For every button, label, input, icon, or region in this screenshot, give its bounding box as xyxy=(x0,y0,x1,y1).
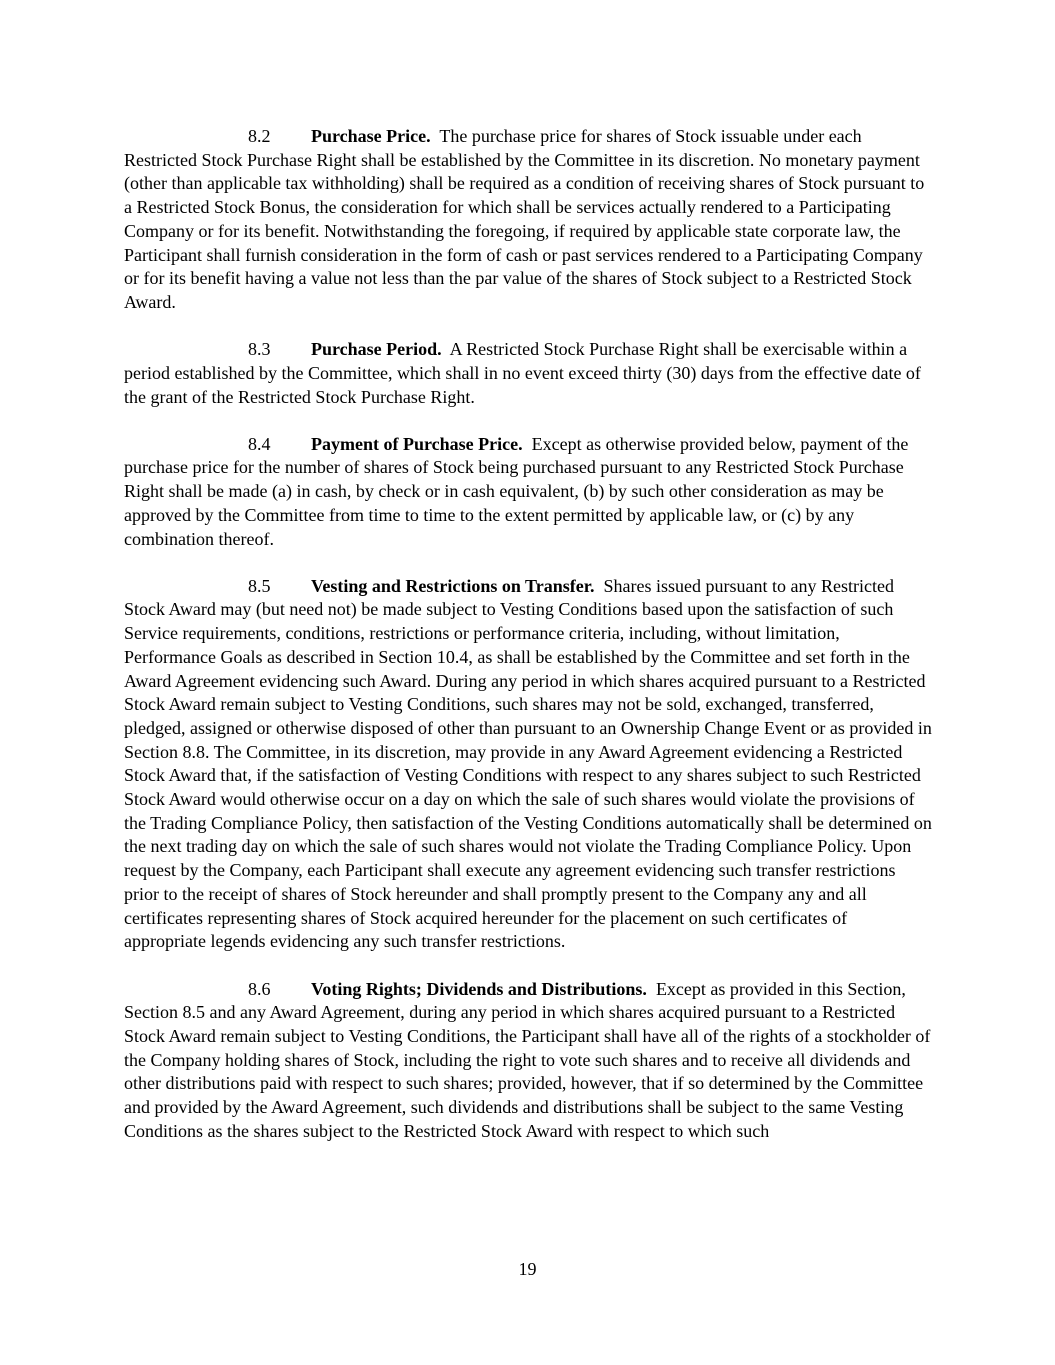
section-8-3 xyxy=(124,338,932,409)
page-number: 19 xyxy=(518,1259,537,1279)
section-text: A Restricted Stock Purchase Right shall be exercisable within a period established by the Committee, which shall in no event exceed thirty (30) days from the effective date of the grant of the Restricted Stock Purchase Right. xyxy=(124,339,921,407)
section-heading: Vesting and Restrictions on Transfer. xyxy=(311,575,595,596)
section-heading: Voting Rights; Dividends and Distributions. xyxy=(311,978,647,999)
section-text: Except as otherwise provided below, payment of the purchase price for the number of shares of Stock being purchased pursuant to any Restricted Stock Purchase Right shall be made (a) in cash, by check or in cash equivalent, (b) by such other consideration as may be approved by the Committee from time to time to the extent permitted by applicable law, or (c) by any combination thereof. xyxy=(124,433,909,549)
section-text: Shares issued pursuant to any Restricted Stock Award may (but need not) be made subject to Vesting Conditions based upon the satisfaction of such Service requirements, conditions, restrictions or performance criteria, including, without limitation, Performance Goals as described in Section 10.4, as shall be established by the Committee and set forth in the Award Agreement evidencing such Award. During any period in which shares acquired pursuant to a Restricted Stock Award remain subject to Vesting Conditions, such shares may not be sold, exchanged, transferred, pledged, assigned or otherwise disposed of other than pursuant to an Ownership Change Event or as provided in Section 8.8. The Committee, in its discretion, may provide in any Award Agreement evidencing a Restricted Stock Award that, if the satisfaction of Vesting Conditions with respect to any shares subject to such Restricted Stock Award would otherwise occur on a day on which the sale of such shares would violate the provisions of the Trading Compliance Policy, then satisfaction of the Vesting Conditions automatically shall be determined on the next trading day on which the sale of such shares would not violate the Trading Compliance Policy. Upon request by the Company, each Participant shall execute any agreement evidencing such transfer restrictions prior to the receipt of shares of Stock hereunder and shall promptly present to the Company any and all certificates representing shares of Stock acquired hereunder for the placement on such certificates of appropriate legends evidencing any such transfer restrictions. xyxy=(124,575,932,952)
section-number: 8.2 xyxy=(248,126,271,146)
section-text: The purchase price for shares of Stock issuable under each Restricted Stock Purchase Right shall be established by the Committee in its discretion. No monetary payment (other than applicable tax withholding) shall be required as a condition of receiving shares of Stock pursuant to a Restricted Stock Bonus, the consideration for which shall be services actually rendered to a Participating Company or for its benefit. Notwithstanding the foregoing, if required by applicable state corporate law, the Participant shall furnish consideration in the form of cash or past services rendered to a Participating Company or for its benefit having a value not less than the par value of the shares of Stock subject to a Restricted Stock Award. xyxy=(124,126,925,312)
section-heading: Purchase Period. xyxy=(311,339,442,360)
section-heading: Purchase Price. xyxy=(311,126,431,146)
section-number: 8.6 xyxy=(248,978,271,999)
section-heading: Payment of Purchase Price. xyxy=(311,433,523,454)
section-8-6 xyxy=(124,978,932,1144)
section-text: Except as provided in this Section, Section 8.5 and any Award Agreement, during any period in which shares acquired pursuant to a Restricted Stock Award remain subject to Vesting Conditions, the Participant shall have all of the rights of a stockholder of the Company holding shares of Stock, including the right to vote such shares and to receive all dividends and other distributions paid with respect to such shares; provided, however, that if so determined by the Committee and provided by the Award Agreement, such dividends and distributions shall be subject to the same Vesting Conditions as the shares subject to the Restricted Stock Award with respect to which such xyxy=(124,978,931,1141)
document-body xyxy=(124,125,932,1167)
section-number: 8.3 xyxy=(248,339,271,360)
section-number: 8.5 xyxy=(248,575,271,596)
section-8-2 xyxy=(124,125,932,315)
section-8-5 xyxy=(124,575,932,954)
section-number: 8.4 xyxy=(248,433,271,454)
section-8-4 xyxy=(124,433,932,552)
